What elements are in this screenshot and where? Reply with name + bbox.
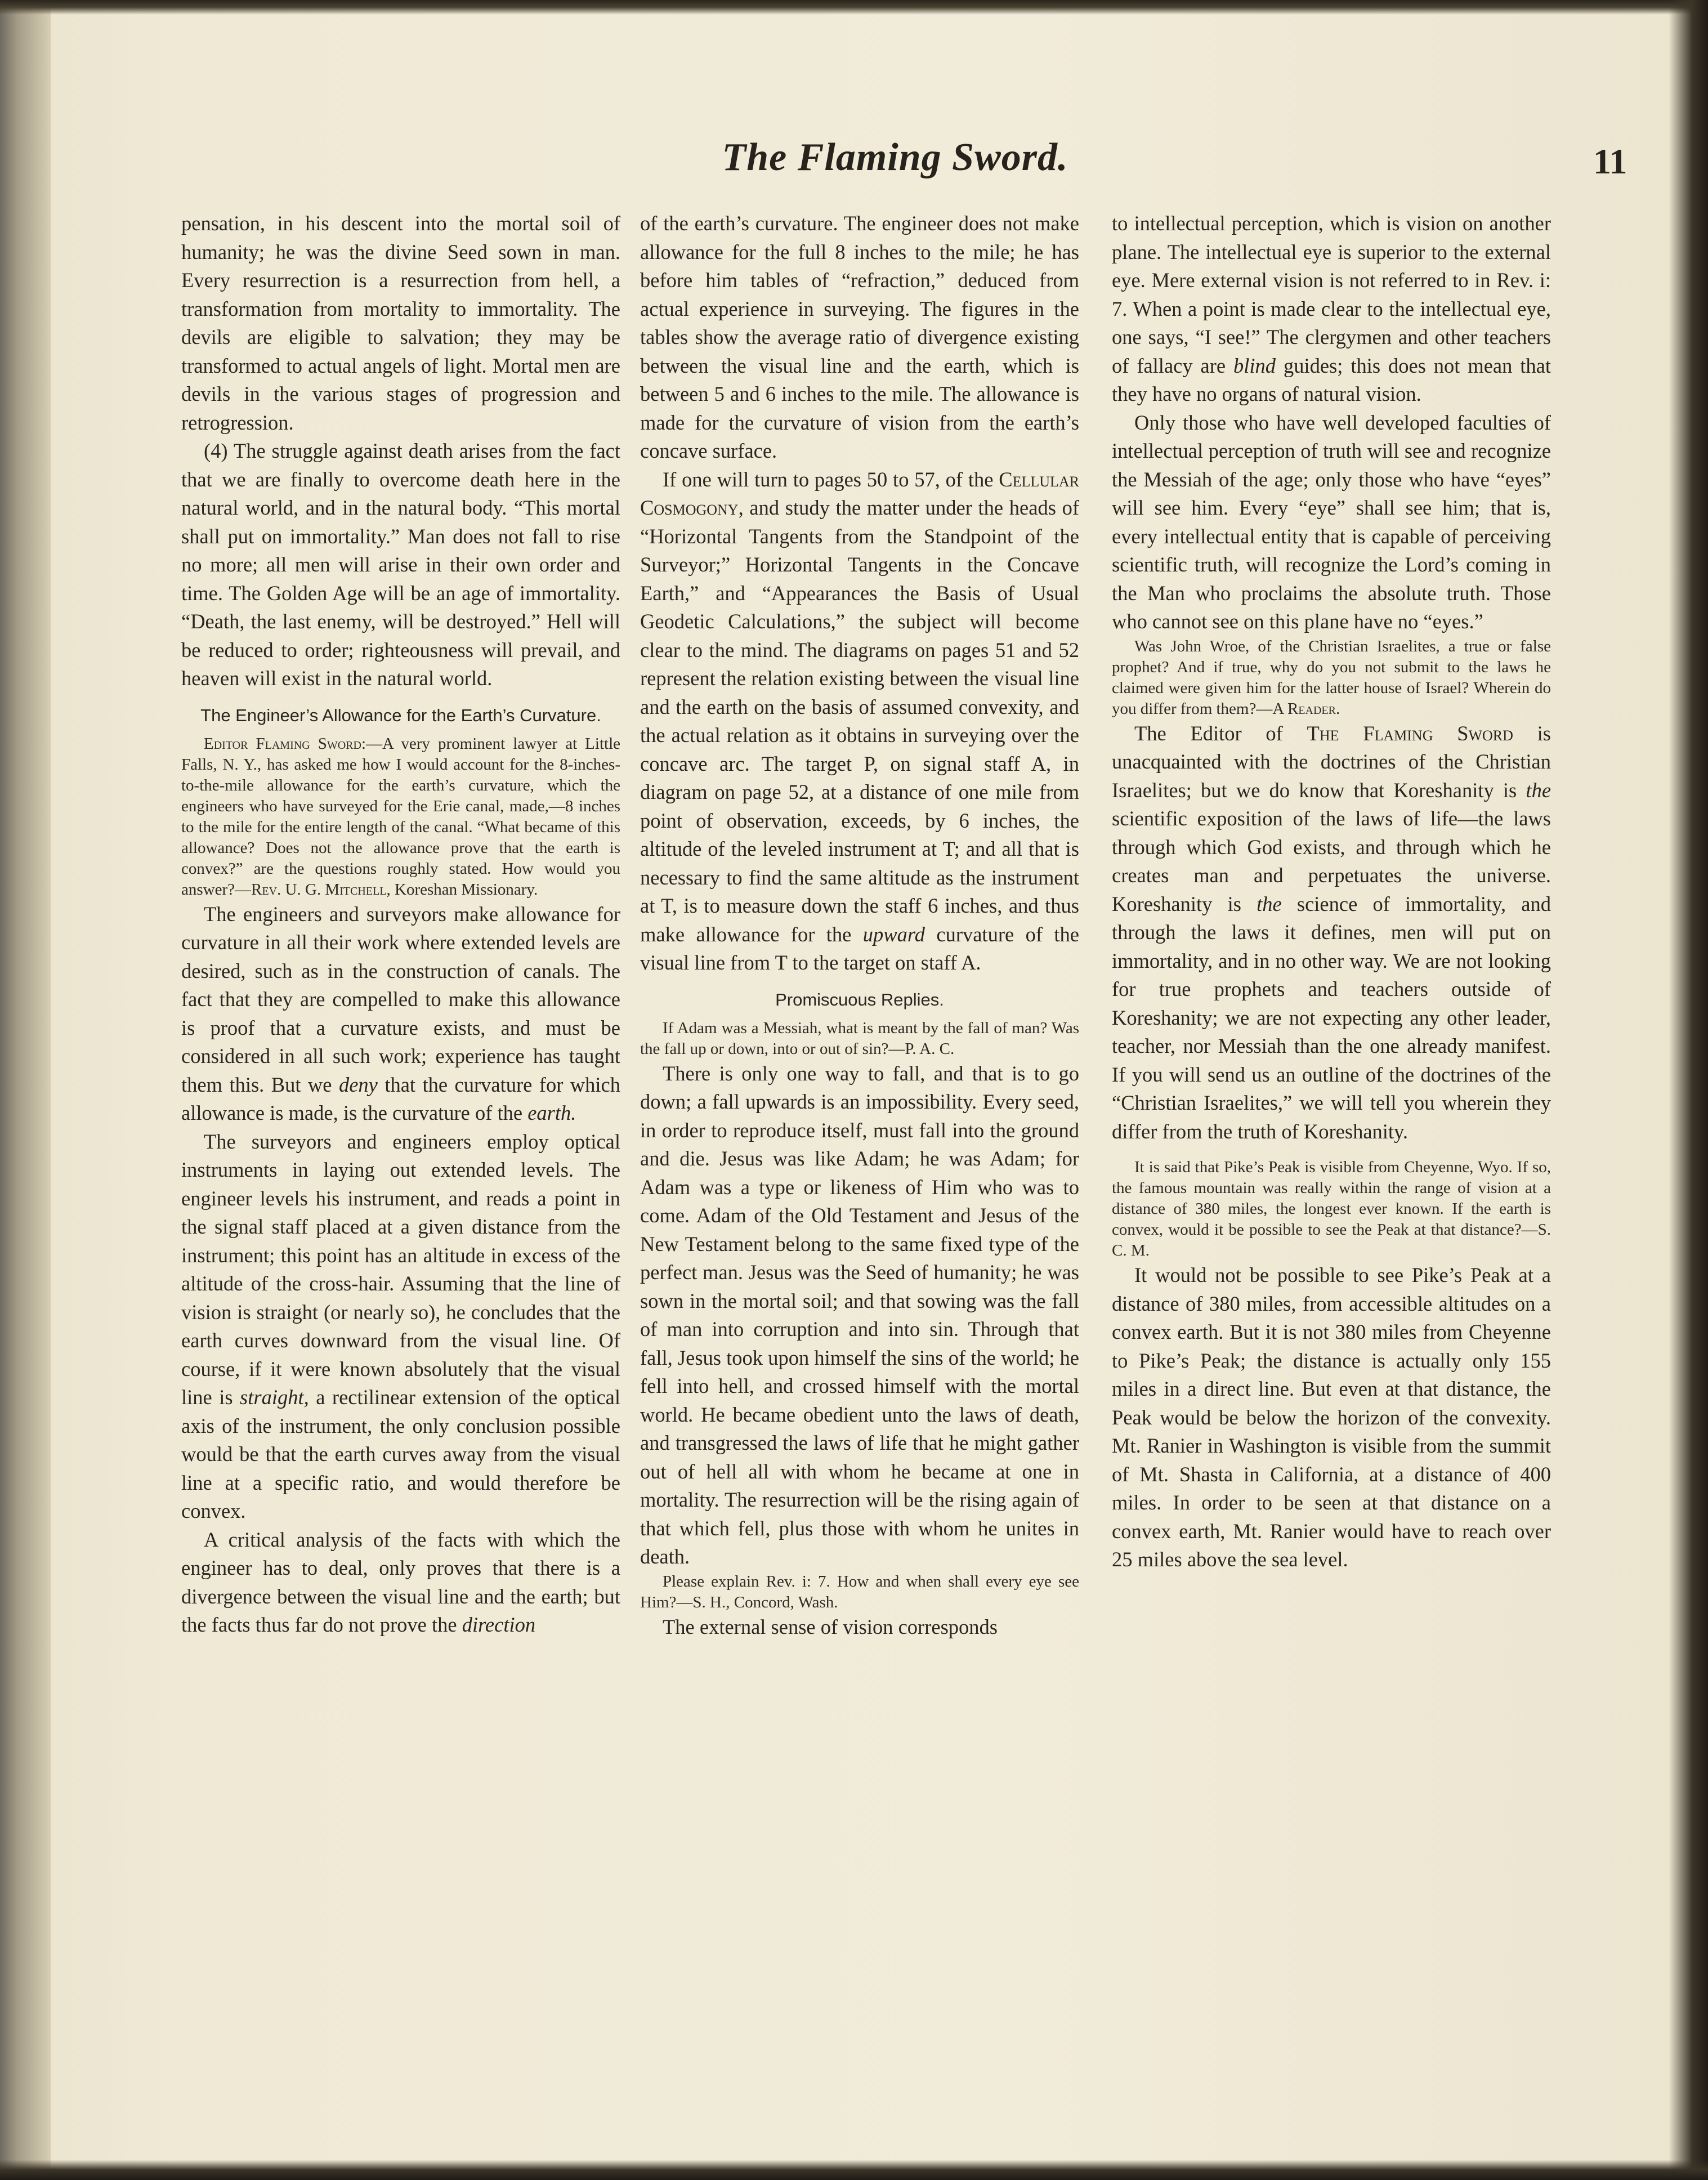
emphasis: earth. bbox=[527, 1101, 576, 1124]
paragraph bbox=[640, 466, 1079, 977]
paragraph: It would not be possible to see Pike’s Peak at a distance of 380 miles, from accessible altitudes on a convex earth. But it is not 380 miles from Cheyenne to Pike’s Peak; the distance is actually only 155 miles in a direct line. But even at that distance, the Peak would be below the horizon of the convexity. Mt. Ranier in Washington is visible from the summit of Mt. Shasta in California, at a distance of 400 miles. In order to be seen at that distance on a convex earth, Mt. Ranier would have to reach over 25 miles above the sea level. bbox=[1112, 1263, 1551, 1571]
right-edge-shadow bbox=[1669, 0, 1708, 2180]
column-1 bbox=[181, 209, 620, 1640]
emphasis: blind bbox=[1233, 354, 1276, 377]
text-run: A critical analysis of the facts with which the engineer has to deal, only proves that there is a divergence between the visual line and the earth; but the facts thus far do not prove the bbox=[181, 1527, 620, 1636]
journal-title: The Flaming Sword bbox=[1307, 721, 1513, 745]
page-number: 11 bbox=[1593, 141, 1627, 181]
paragraph: Only those who have well developed faculties of intellectual perception of truth will see and recognize the Messiah of the age; only those who have “eyes” will see him. Every “eye” shall see him; that is, every intellectual entity that is capable of perceiving scientific truth, will recognize the Lord’s coming in the Man who proclaims the absolute truth. Those who cannot see on this plane have no “eyes.” bbox=[1112, 410, 1551, 633]
reader-question: If Adam was a Messiah, what is meant by the fall of man? Was the fall up or down, into or out of sin?—P. A. C. bbox=[640, 1018, 1079, 1058]
paragraph: of the earth’s curvature. The engineer does not make allowance for the full 8 inches to the mile; he has before him tables of “refraction,” deduced from actual experience in surveying. The figures in the tables show the average ratio of divergence existing between the visual line and the earth, which is between 5 and 6 inches to the mile. The allowance is made for the curvature of vision from the earth’s concave surface. bbox=[640, 212, 1079, 462]
emphasis: the bbox=[1257, 892, 1282, 915]
paragraph bbox=[1112, 720, 1551, 1146]
letter-salutation: Editor Flaming Sword bbox=[204, 734, 361, 753]
letter-signature: A Reader. bbox=[1272, 699, 1340, 718]
letter-body: :—A very prominent lawyer at Little Falls, N. Y., has asked me how I would account for the 8-inches-to-the-mile allowance for the earth’s curvature, which the engineers who have surveyed for the Erie canal, made,—8 inches to the mile for the entire length of the canal. “What became of this allowance? Does not the allowance prove that the earth is convex?” are the questions roughly stated. How would you answer?— bbox=[181, 734, 621, 899]
paragraph bbox=[181, 1128, 620, 1526]
text-run: guides; this does not mean that they have no organs of natural vision. bbox=[1112, 354, 1551, 405]
bottom-edge-shadow bbox=[0, 2160, 1708, 2180]
text-run: a rectilinear extension of the optical axis of the instrument, the only conclusion possible would be that the earth curves away from the visual line at a specific ratio, and would therefore be convex. bbox=[181, 1386, 620, 1522]
reader-letter bbox=[181, 734, 620, 900]
emphasis: direction bbox=[462, 1613, 536, 1636]
text-run: that the curvature for which allowance is made, is the curvature of the bbox=[181, 1073, 621, 1124]
text-run: curvature of the visual line from T to the target on staff A. bbox=[640, 922, 1079, 974]
paragraph: The external sense of vision corresponds bbox=[663, 1615, 998, 1638]
paragraph: There is only one way to fall, and that is to go down; a fall upwards is an impossibility. Every seed, in order to reproduce itself, must fall into the ground and die. Jesus was like Adam; he was Adam; for Adam was a type or likeness of Him who was to come. Adam of the Old Testament and Jesus of the New Testament belong to the same fixed type of the perfect man. Jesus was the Seed of humanity; he was sown in the mortal soil; and that sowing was the fall of man into corruption and into sin. Through that fall, Jesus took upon himself the sins of the world; he fell into hell, and crossed himself with the mortal world. He became obedient unto the laws of death, and transgressed the laws of life that he might gather out of hell all with whom he became at one in mortality. The resurrection will be the rising again of that which fell, plus those with whom he unites in death. bbox=[640, 1061, 1079, 1568]
paragraph bbox=[181, 900, 620, 1128]
text-run: Was John Wroe, of the Christian Israelites, a true or false prophet? And if true, why do you not submit to the laws he claimed were given him for the latter house of Israel? Wherein do you differ from them?— bbox=[1112, 637, 1551, 718]
top-edge-shadow bbox=[0, 0, 1708, 15]
text-run: The surveyors and engineers employ optical instruments in laying out extended levels. The engineer levels his instrument, and reads a point in the signal staff placed at a given distance from the instrument; this point has an altitude in excess of the altitude of the cross-hair. Assuming that the line of vision is straight (or nearly so), he concludes that the earth curves downward from the visual line. Of course, if it were known absolutely that the visual line is bbox=[181, 1129, 620, 1409]
paragraph bbox=[181, 1526, 620, 1640]
book-binding-shadow bbox=[0, 0, 51, 2180]
section-heading: The Engineer’s Allowance for the Earth’s Curvature. bbox=[200, 705, 601, 725]
reader-question: Please explain Rev. i: 7. How and when shall every eye see Him?—S. H., Concord, Wash. bbox=[640, 1572, 1079, 1611]
paragraph bbox=[1112, 209, 1551, 409]
letter-signature: Rev. U. G. Mitchell bbox=[251, 880, 387, 899]
paragraph: (4) The struggle against death arises from the fact that we are finally to overcome death here in the natural world, and in the natural body. “This mortal shall put on immortality.” Man does not fall to rise no more; all men will arise in their own order and time. The Golden Age will be an age of immortality. “Death, the last enemy, will be destroyed.” Hell will be reduced to order; righteousness will prevail, and heaven will exist in the natural world. bbox=[181, 439, 620, 690]
emphasis: the bbox=[1526, 778, 1551, 802]
paragraph: pensation, in his descent into the mortal soil of humanity; he was the divine Seed sown in man. Every resurrection is a resurrection from hell, a transformation from mortality to immortality. The devils are eligible to salvation; they may be transformed to actual angels of light. Mortal men are devils in the various stages of progression and retrogression. bbox=[181, 212, 620, 434]
emphasis: upward bbox=[862, 922, 925, 946]
spacer bbox=[1112, 1146, 1551, 1157]
letter-signature-tail: , Koreshan Missionary. bbox=[386, 880, 538, 899]
text-run: , and study the matter under the heads of “Horizontal Tangents from the Standpoint of the Surveyor;” Horizontal Tangents in the Concave Earth,” and “Appearances the Basis of Usual Geodetic Calculations,” the subject will become clear to the mind. The diagrams on pages 51 and 52 represent the relation existing between the visual line and the earth on the basis of assumed convexity, and the actual relation as it obtains in surveying over the concave arc. The target P, on signal staff A, in diagram on page 52, at a distance of one mile from point of observation, exceeds, by 6 inches, the altitude of the leveled instrument at T; and all that is necessary to find the same altitude as the instrument at T, is to measure down the staff 6 inches, and thus make allowance for the bbox=[640, 496, 1079, 946]
emphasis: straight, bbox=[240, 1386, 309, 1409]
text-run: scientific exposition of the laws of life—the laws through which God exists, and through which he creates man and perpetuates the universe. Koreshanity is bbox=[1112, 807, 1551, 915]
text-run: is unacquainted with the doctrines of the Christian Israelites; but we do know that Koreshanity is bbox=[1112, 721, 1551, 802]
section-heading: Promiscuous Replies. bbox=[775, 989, 944, 1009]
text-run: science of immortality, and through the laws it defines, men will put on immortality, and in no other way. We are not looking for true prophets and teachers outside of Koreshanity; we are not expecting any other leader, teacher, nor Messiah than the one already manifest. If you will send us an outline of the doctrines of the “Christian Israelites,” we will tell you wherein they differ from the truth of Koreshanity. bbox=[1112, 892, 1551, 1143]
running-header-title: The Flaming Sword. bbox=[722, 136, 1068, 179]
book-title: Cellular Cosmogony bbox=[640, 467, 1080, 519]
reader-question bbox=[1112, 636, 1551, 720]
text-run: The engineers and surveyors make allowance for curvature in all their work where extended levels are desired, such as in the construction of canals. The fact that they are compelled to make this allowance is proof that a curvature exists, and must be considered in all such work; experience has taught them this. But we bbox=[181, 902, 620, 1096]
reader-question: It is said that Pike’s Peak is visible from Cheyenne, Wyo. If so, the famous mountain was really within the range of vision at a distance of 380 miles, the longest ever known. If the earth is convex, would it be possible to see the Peak at that distance?—S. C. M. bbox=[1112, 1158, 1551, 1259]
text-run: The Editor of bbox=[1134, 721, 1283, 745]
column-2 bbox=[640, 209, 1079, 1641]
text-run: If one will turn to pages 50 to 57, of the bbox=[663, 467, 994, 491]
column-3 bbox=[1112, 209, 1551, 1574]
emphasis: deny bbox=[338, 1073, 378, 1096]
text-run: to intellectual perception, which is vision on another plane. The intellectual eye is superior to the external eye. Mere external vision is not referred to in Rev. i: 7. When a point is made clear to the intellectual eye, one says, “I see!” The clergymen and other teachers of fallacy are bbox=[1112, 212, 1551, 377]
